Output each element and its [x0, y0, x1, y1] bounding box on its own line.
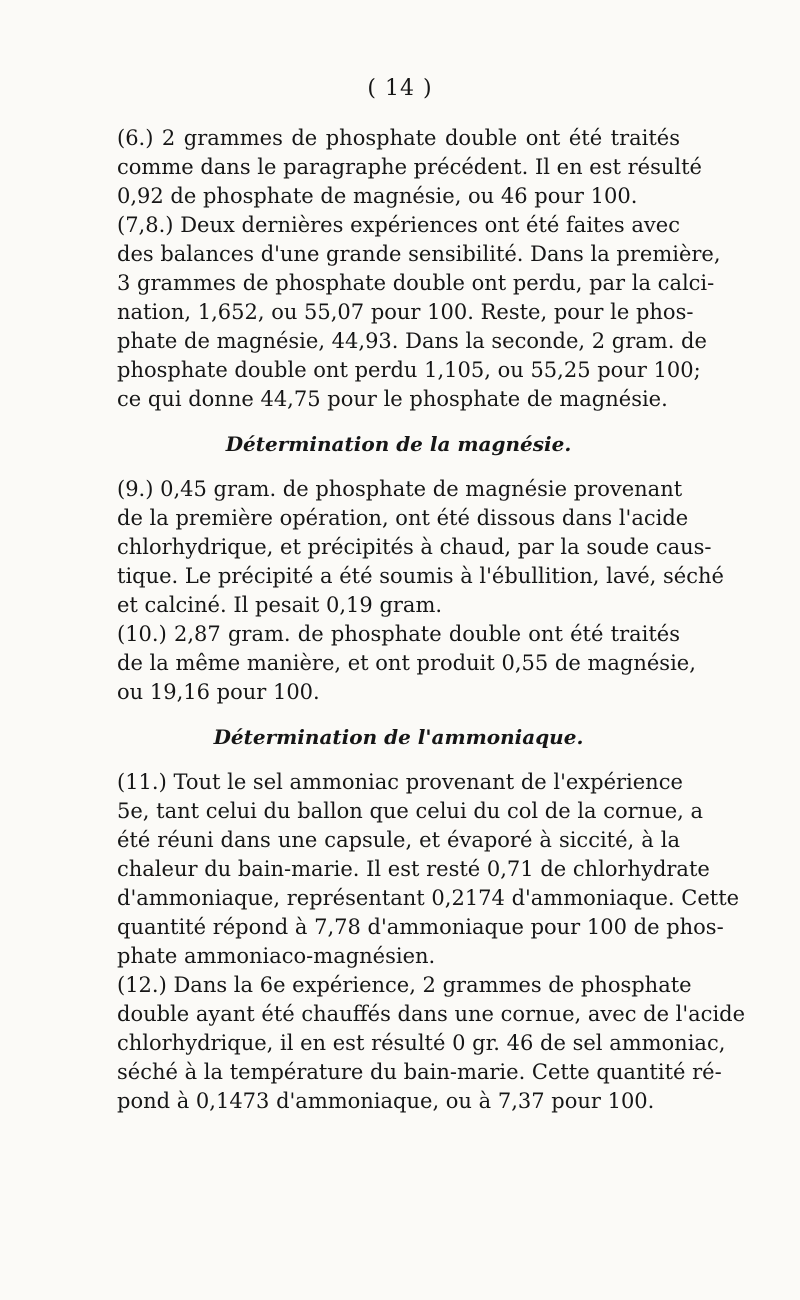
text-line: de la première opération, ont été dissous dans l'acide [117, 506, 689, 530]
section-heading-magnesie: Détermination de la magnésie. [225, 432, 572, 456]
text-line: chaleur du bain-marie. Il est resté 0,71 de chlorhydrate [117, 857, 710, 881]
text-line: ou 19,16 pour 100. [117, 680, 320, 704]
text-line: d'ammoniaque, représentant 0,2174 d'ammoniaque. Cette [117, 886, 740, 910]
text-line: phate de magnésie, 44,93. Dans la seconde, 2 gram. de [117, 329, 707, 353]
text-line: et calciné. Il pesait 0,19 gram. [117, 593, 443, 617]
text-line: (7,8.) Deux dernières expériences ont été faites avec [117, 213, 680, 237]
text-line: 3 grammes de phosphate double ont perdu, par la calci- [117, 271, 715, 295]
text-line: 0,92 de phosphate de magnésie, ou 46 pour 100. [117, 184, 638, 208]
text-line: séché à la température du bain-marie. Cette quantité ré- [117, 1060, 722, 1084]
text-line: ce qui donne 44,75 pour le phosphate de magnésie. [117, 387, 668, 411]
text-line: (6.) 2 grammes de phosphate double ont été traités [117, 126, 680, 150]
section-heading-ammoniaque: Détermination de l'ammoniaque. [213, 725, 584, 749]
text-line: été réuni dans une capsule, et évaporé à siccité, à la [117, 828, 680, 852]
page-body [117, 124, 746, 1116]
text-line: phate ammoniaco-magnésien. [117, 944, 436, 968]
text-line: nation, 1,652, ou 55,07 pour 100. Reste, pour le phos- [117, 300, 694, 324]
page-number: ( 14 ) [367, 76, 433, 101]
paragraph-11-12 [117, 768, 746, 1116]
text-line: (10.) 2,87 gram. de phosphate double ont été traités [117, 622, 680, 646]
text-line: tique. Le précipité a été soumis à l'ébullition, lavé, séché [117, 564, 724, 588]
text-line: 5e, tant celui du ballon que celui du col de la cornue, a [117, 799, 704, 823]
text-line: (9.) 0,45 gram. de phosphate de magnésie provenant [117, 477, 683, 501]
text-line: comme dans le paragraphe précédent. Il en est résulté [117, 155, 702, 179]
paragraph-6-8 [117, 124, 721, 414]
paragraph-9-10 [117, 475, 724, 707]
text-line: des balances d'une grande sensibilité. Dans la première, [117, 242, 721, 266]
text-line: quantité répond à 7,78 d'ammoniaque pour 100 de phos- [117, 915, 724, 939]
text-line: chlorhydrique, il en est résulté 0 gr. 46 de sel ammoniac, [117, 1031, 726, 1055]
text-line: chlorhydrique, et précipités à chaud, par la soude caus- [117, 535, 712, 559]
text-line: double ayant été chauffés dans une cornue, avec de l'acide [117, 1002, 746, 1026]
text-line: (11.) Tout le sel ammoniac provenant de l'expérience [117, 770, 683, 794]
text-line: de la même manière, et ont produit 0,55 de magnésie, [117, 651, 696, 675]
text-line: (12.) Dans la 6e expérience, 2 grammes de phosphate [117, 973, 692, 997]
text-line: pond à 0,1473 d'ammoniaque, ou à 7,37 pour 100. [117, 1089, 655, 1113]
text-line: phosphate double ont perdu 1,105, ou 55,25 pour 100; [117, 358, 701, 382]
